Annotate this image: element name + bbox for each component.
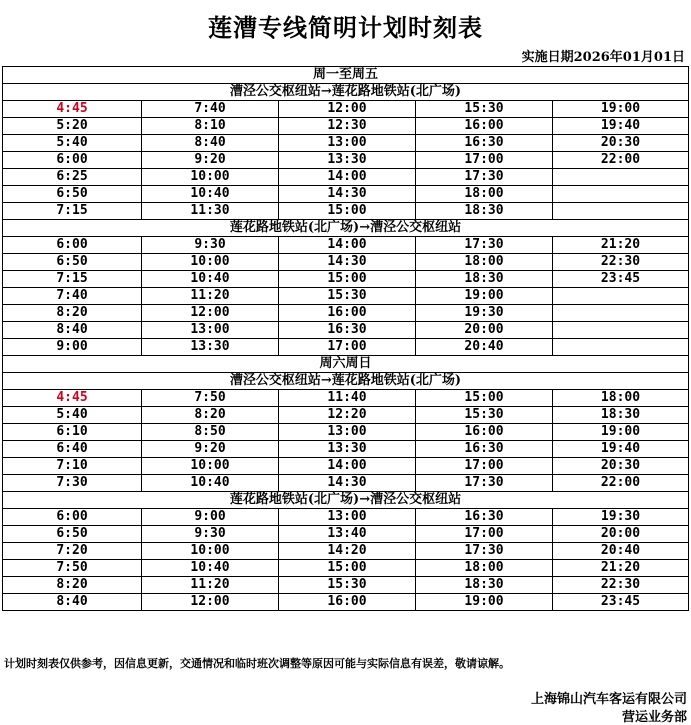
departure-time-cell: 8:10 [142, 118, 279, 135]
departure-time-cell: 17:30 [416, 543, 553, 560]
departure-time-cell: 15:00 [279, 560, 416, 577]
departure-time-cell: 6:10 [3, 424, 142, 441]
departure-time-cell: 7:15 [3, 271, 142, 288]
departure-time-cell: 15:00 [279, 271, 416, 288]
departure-time-cell: 16:30 [416, 509, 553, 526]
departure-time-cell: 20:00 [416, 322, 553, 339]
departure-time-cell: 17:00 [279, 339, 416, 356]
table-row [3, 407, 689, 424]
table-row [3, 101, 689, 118]
departure-time-cell: 16:00 [416, 424, 553, 441]
departure-time-cell: 8:20 [142, 407, 279, 424]
table-row [3, 390, 689, 407]
departure-time-cell: 10:00 [142, 169, 279, 186]
departure-time-cell: 14:00 [279, 458, 416, 475]
departure-time-cell: 9:00 [3, 339, 142, 356]
departure-time-cell: 20:30 [553, 135, 689, 152]
departure-time-cell: 14:30 [279, 186, 416, 203]
table-row [3, 526, 689, 543]
departure-time-cell: 6:50 [3, 254, 142, 271]
table-row [3, 305, 689, 322]
table-row [3, 339, 689, 356]
departure-time-cell: 23:45 [553, 594, 689, 611]
table-row [3, 203, 689, 220]
table-row [3, 441, 689, 458]
departure-time-cell: 13:40 [279, 526, 416, 543]
departure-time-cell: 7:10 [3, 458, 142, 475]
departure-time-cell: 23:45 [553, 271, 689, 288]
departure-time-cell: 6:50 [3, 526, 142, 543]
departure-time-cell: 17:00 [416, 458, 553, 475]
table-row [3, 135, 689, 152]
table-row [3, 118, 689, 135]
departure-time-cell: 7:40 [3, 288, 142, 305]
departure-time-cell: 19:30 [416, 305, 553, 322]
departure-time-cell: 13:00 [279, 424, 416, 441]
direction-header: 漕泾公交枢纽站→莲花路地铁站(北广场) [3, 373, 689, 390]
departure-time-cell: 18:30 [553, 407, 689, 424]
departure-time-cell: 21:20 [553, 237, 689, 254]
departure-time-cell: 18:00 [416, 560, 553, 577]
table-row [3, 322, 689, 339]
departure-time-cell: 19:40 [553, 441, 689, 458]
departure-time-cell: 14:00 [279, 237, 416, 254]
departure-time-cell: 7:15 [3, 203, 142, 220]
table-row [3, 186, 689, 203]
departure-time-cell: 7:50 [3, 560, 142, 577]
departure-time-cell: 9:20 [142, 441, 279, 458]
departure-time-cell: 20:40 [553, 543, 689, 560]
departure-time-cell: 13:00 [279, 135, 416, 152]
departure-time-cell [553, 186, 689, 203]
direction-header: 漕泾公交枢纽站→莲花路地铁站(北广场) [3, 84, 689, 101]
timetable-body [3, 67, 689, 611]
table-row [3, 288, 689, 305]
departure-time-cell: 14:00 [279, 169, 416, 186]
departure-time-cell: 7:40 [142, 101, 279, 118]
departure-time-cell: 10:40 [142, 560, 279, 577]
page-title: 莲漕专线简明计划时刻表 [208, 13, 483, 42]
departure-time-cell: 12:00 [142, 594, 279, 611]
departure-time-cell: 17:00 [416, 526, 553, 543]
table-row [3, 509, 689, 526]
departure-time-cell: 20:40 [416, 339, 553, 356]
departure-time-cell: 13:00 [142, 322, 279, 339]
departure-time-cell: 6:25 [3, 169, 142, 186]
departure-time-cell: 13:30 [279, 441, 416, 458]
departure-time-cell: 22:00 [553, 475, 689, 492]
departure-time-cell [553, 322, 689, 339]
departure-time-cell: 14:30 [279, 254, 416, 271]
departure-time-cell: 13:30 [142, 339, 279, 356]
departure-time-cell: 16:00 [416, 118, 553, 135]
table-row [3, 475, 689, 492]
departure-time-cell: 18:00 [416, 186, 553, 203]
departure-time-cell: 15:00 [416, 390, 553, 407]
departure-time-cell: 17:30 [416, 475, 553, 492]
departure-time-cell: 12:00 [142, 305, 279, 322]
departure-time-cell: 4:45 [3, 390, 142, 407]
departure-time-cell: 8:20 [3, 577, 142, 594]
departure-time-cell: 18:30 [416, 203, 553, 220]
departure-time-cell: 10:40 [142, 475, 279, 492]
departure-time-cell: 17:30 [416, 169, 553, 186]
departure-time-cell: 5:20 [3, 118, 142, 135]
table-row [3, 237, 689, 254]
departure-time-cell: 13:00 [279, 509, 416, 526]
departure-time-cell: 7:50 [142, 390, 279, 407]
departure-time-cell: 19:00 [553, 101, 689, 118]
departure-time-cell: 16:30 [279, 322, 416, 339]
departure-time-cell: 10:00 [142, 254, 279, 271]
company-name: 上海锦山汽车客运有限公司 [530, 692, 687, 707]
departure-time-cell: 16:30 [416, 135, 553, 152]
departure-time-cell: 16:30 [416, 441, 553, 458]
departure-time-cell: 10:00 [142, 543, 279, 560]
direction-header: 莲花路地铁站(北广场)→漕泾公交枢纽站 [3, 220, 689, 237]
table-row [3, 577, 689, 594]
departure-time-cell: 21:20 [553, 560, 689, 577]
departure-time-cell: 14:30 [279, 475, 416, 492]
table-row [3, 560, 689, 577]
departure-time-cell [553, 288, 689, 305]
departure-time-cell: 8:20 [3, 305, 142, 322]
departure-time-cell: 4:45 [3, 101, 142, 118]
departure-time-cell: 19:00 [416, 594, 553, 611]
departure-time-cell: 6:00 [3, 152, 142, 169]
departure-time-cell: 12:00 [279, 101, 416, 118]
departure-time-cell: 22:30 [553, 577, 689, 594]
departure-time-cell: 20:00 [553, 526, 689, 543]
departure-time-cell: 13:30 [279, 152, 416, 169]
table-row [3, 458, 689, 475]
departure-time-cell: 7:30 [3, 475, 142, 492]
departure-time-cell: 9:20 [142, 152, 279, 169]
departure-time-cell: 17:00 [416, 152, 553, 169]
departure-time-cell: 7:20 [3, 543, 142, 560]
departure-time-cell: 15:30 [416, 101, 553, 118]
departure-time-cell: 15:30 [279, 288, 416, 305]
departure-time-cell: 12:20 [279, 407, 416, 424]
departure-time-cell: 10:40 [142, 271, 279, 288]
departure-time-cell: 9:30 [142, 526, 279, 543]
table-row [3, 594, 689, 611]
departure-time-cell: 8:40 [3, 594, 142, 611]
departure-time-cell: 18:30 [416, 577, 553, 594]
departure-time-cell: 18:00 [416, 254, 553, 271]
departure-time-cell: 22:30 [553, 254, 689, 271]
departure-time-cell: 12:30 [279, 118, 416, 135]
departure-time-cell: 19:00 [553, 424, 689, 441]
departure-time-cell [553, 203, 689, 220]
effective-date: 实施日期2026年01月01日 [521, 50, 685, 65]
departure-time-cell: 20:30 [553, 458, 689, 475]
departure-time-cell: 15:00 [279, 203, 416, 220]
departure-time-cell: 11:20 [142, 288, 279, 305]
departure-time-cell: 9:30 [142, 237, 279, 254]
departure-time-cell: 17:30 [416, 237, 553, 254]
table-row [3, 543, 689, 560]
department-name: 营运业务部 [621, 710, 687, 725]
departure-time-cell: 10:00 [142, 458, 279, 475]
departure-time-cell: 22:00 [553, 152, 689, 169]
table-row [3, 424, 689, 441]
departure-time-cell: 6:00 [3, 509, 142, 526]
departure-time-cell: 16:00 [279, 305, 416, 322]
departure-time-cell [553, 305, 689, 322]
departure-time-cell: 19:40 [553, 118, 689, 135]
departure-time-cell: 11:30 [142, 203, 279, 220]
departure-time-cell: 5:40 [3, 407, 142, 424]
departure-time-cell: 10:40 [142, 186, 279, 203]
departure-time-cell: 16:00 [279, 594, 416, 611]
disclaimer-note: 计划时刻表仅供参考，因信息更新，交通情况和临时班次调整等原因可能与实际信息有误差，敬请谅解。 [4, 657, 510, 670]
departure-time-cell: 19:00 [416, 288, 553, 305]
departure-time-cell: 9:00 [142, 509, 279, 526]
departure-time-cell: 15:30 [279, 577, 416, 594]
departure-time-cell: 15:30 [416, 407, 553, 424]
departure-time-cell: 18:30 [416, 271, 553, 288]
table-row [3, 271, 689, 288]
departure-time-cell: 8:50 [142, 424, 279, 441]
departure-time-cell: 5:40 [3, 135, 142, 152]
departure-time-cell: 14:20 [279, 543, 416, 560]
departure-time-cell [553, 169, 689, 186]
day-header: 周六周日 [3, 356, 689, 373]
departure-time-cell: 19:30 [553, 509, 689, 526]
departure-time-cell: 18:00 [553, 390, 689, 407]
departure-time-cell: 6:00 [3, 237, 142, 254]
departure-time-cell: 11:40 [279, 390, 416, 407]
departure-time-cell: 8:40 [3, 322, 142, 339]
table-row [3, 152, 689, 169]
departure-time-cell: 11:20 [142, 577, 279, 594]
timetable [2, 66, 689, 611]
departure-time-cell: 6:50 [3, 186, 142, 203]
table-row [3, 169, 689, 186]
departure-time-cell: 6:40 [3, 441, 142, 458]
departure-time-cell [553, 339, 689, 356]
direction-header: 莲花路地铁站(北广场)→漕泾公交枢纽站 [3, 492, 689, 509]
table-row [3, 254, 689, 271]
day-header: 周一至周五 [3, 67, 689, 84]
departure-time-cell: 8:40 [142, 135, 279, 152]
